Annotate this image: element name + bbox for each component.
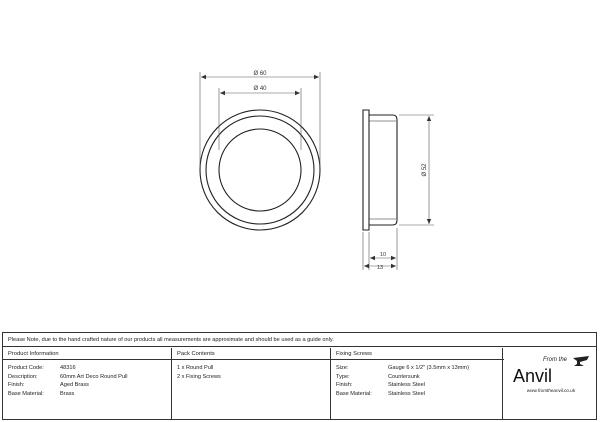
info-sheet [2, 332, 597, 420]
row-value: 60mm Art Deco Round Pull [60, 373, 128, 380]
label-depth-a: 10 [379, 252, 387, 258]
pack-contents-heading: Pack Contents [172, 348, 330, 360]
description-row [8, 373, 166, 382]
dim-side-height [399, 115, 434, 225]
rim-step [206, 116, 314, 224]
fixing-screws [330, 348, 504, 419]
inner-cup [219, 129, 301, 211]
base-material-row [8, 390, 166, 399]
pack-item: 2 x Fixing Screws [177, 373, 221, 380]
screw-size-row [336, 364, 499, 373]
row-label: Size: [336, 365, 349, 371]
screw-type-row [336, 373, 499, 382]
row-label: Finish: [336, 382, 353, 389]
row-label: Base Material: [336, 390, 372, 397]
row-label: Type: [336, 373, 350, 380]
row-value: Brass [60, 390, 75, 397]
row-label: Base Material: [8, 390, 44, 397]
brand-logo [502, 348, 596, 419]
product-information [3, 348, 171, 419]
finish-row [8, 381, 166, 390]
brand-name: Anvil [513, 366, 553, 386]
label-inner-diameter: Ø 40 [253, 86, 267, 92]
label-depth-b: 13 [376, 265, 384, 271]
front-view [200, 110, 320, 230]
side-view [363, 110, 397, 230]
pack-contents [171, 348, 330, 419]
row-value: 48316 [60, 365, 76, 371]
brand-url: www.fromtheanvil.co.uk [526, 388, 576, 393]
label-outer-diameter: Ø 60 [253, 71, 267, 77]
screw-base-material-row [336, 390, 499, 399]
disclaimer-note: Please Note, due to the hand crafted nature of our products all measurements are approximate and should be used as a guide only. [3, 333, 596, 347]
fixing-screws-heading: Fixing Screws [331, 348, 504, 360]
product-information-heading: Product Information [3, 348, 171, 360]
pack-item: 1 x Round Pull [177, 365, 214, 371]
screw-finish-row [336, 381, 499, 390]
row-value: Gauge 6 x 1/2" (3.5mm x 13mm) [388, 365, 469, 371]
outer-rim [200, 110, 320, 230]
product-code-row [8, 364, 166, 373]
label-side-height: Ø 52 [422, 163, 428, 177]
row-value: Countersunk [388, 373, 420, 380]
row-value: Stainless Steel [388, 382, 426, 389]
dim-depth [363, 228, 397, 270]
row-label: Product Code: [8, 365, 44, 371]
row-value: Stainless Steel [388, 390, 426, 397]
row-label: Finish: [8, 382, 25, 389]
row-label: Description: [8, 373, 38, 380]
anvil-icon [573, 356, 589, 366]
row-value: Aged Brass [60, 382, 89, 389]
brand-from-the: From the [543, 357, 568, 363]
